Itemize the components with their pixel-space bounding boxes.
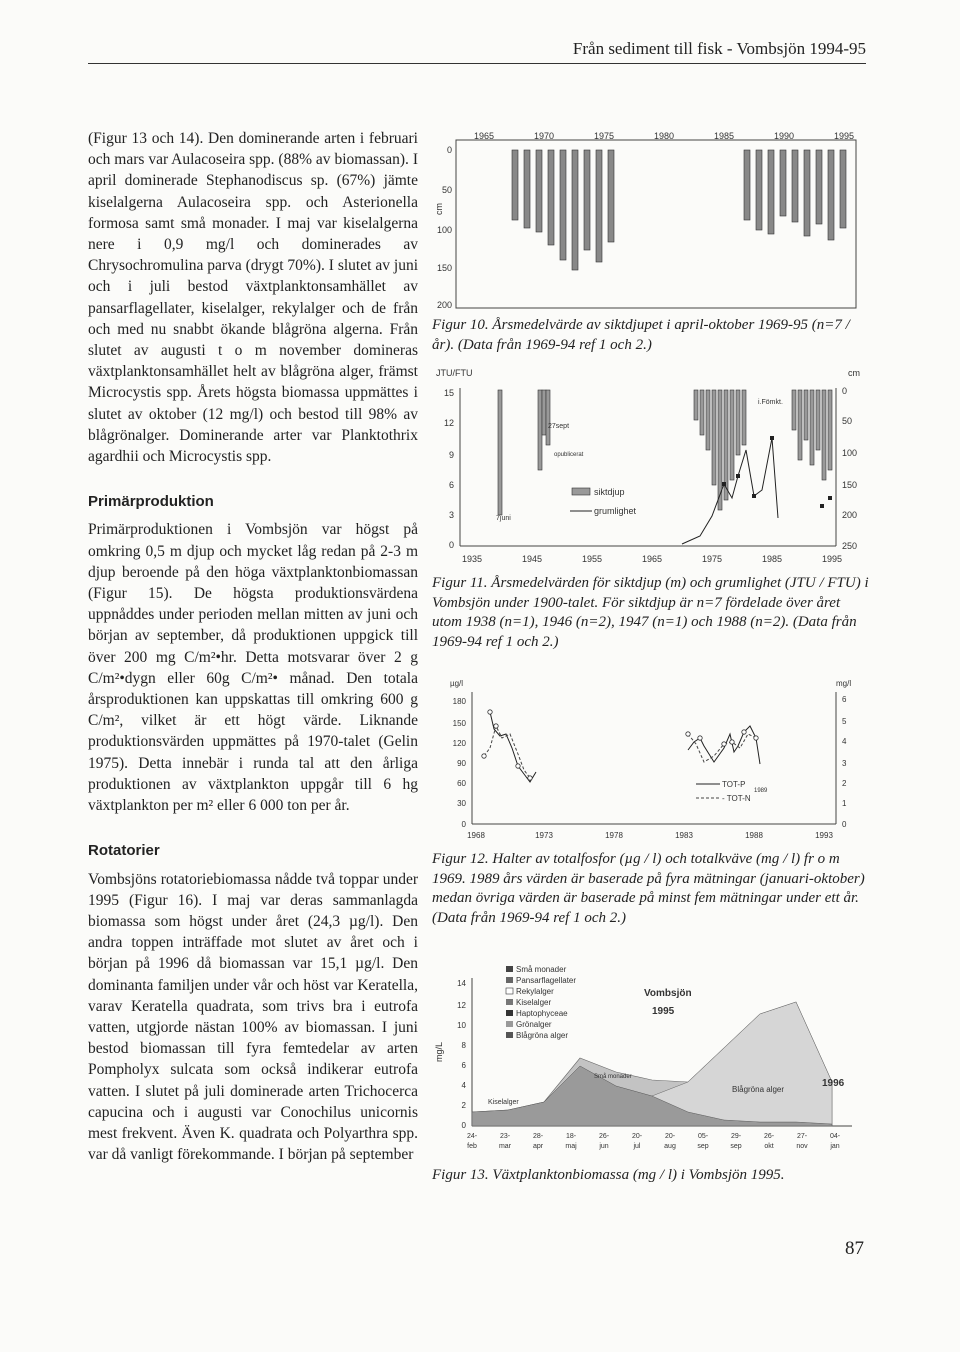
fig10-xtick: 1995 [833,131,855,141]
page-number: 87 [845,1238,864,1259]
fig13-xday: 29- [730,1133,742,1140]
heading-rotatorier: Rotatorier [88,842,160,860]
fig13-xday: 20- [664,1133,676,1140]
figure-13-caption: Figur 13. Växtplanktonbiomassa (mg / l) i Vombsjön 1995. [432,1167,785,1183]
fig12-points [482,710,758,780]
fig11-rtick: 0 [842,386,848,396]
fig13-legend-item: Haptophyceae [516,1009,568,1018]
figure-10-caption: Figur 10. Årsmedelvärde av siktdjupet i april-oktober 1969-95 (n=7 / år). (Data från 1969-94 ref 1 och 2.) [432,317,850,353]
fig13-legend-item: Rekylalger [516,987,554,996]
fig12-rtick: 5 [842,717,847,726]
fig13-legend-swatch [506,977,513,983]
figure-13-chart [432,962,870,1162]
fig12-rtick: 4 [842,737,847,746]
fig11-left-ticks [444,388,454,550]
running-header [88,38,866,64]
fig11-legend-turbidity: grumlighet [594,506,637,516]
fig13-ytick: 12 [457,1001,466,1010]
fig11-xtick: 1975 [701,554,723,564]
body-paragraph-1: (Figur 13 och 14). Den dominerande arten i februari och mars var Aulacoseira spp. (88% av biomassan). I april dominerade Stephanodiscus sp. (67%) jämte kiselalgerna Aulacoseira spp. och Asterionella formosa samt små monader. I maj var kiselalgerna nere i 0,9 mg/l och dominerades av Chrysochromulina parva (drygt 70%). I slutet av juni och i juli bestod växtplanktonsamhället av pansarflagellater, kiselalger, rekylalger och de från och med nu snabbt ökande blågröna algerna. Från slutet av augusti t o m november domineras växtplanktonsamhället helt av blågröna alger, främst Microcystis spp. Årets högsta biomassa uppmättes i slutet av oktober (12 mg/l) och bestod till 98% av blågrönalger. Dominerande arter var Planktothrix agardhii och Microcystis spp. [88,130,418,466]
fig12-ltick: 150 [452,719,466,728]
fig11-x-ticks [462,554,842,564]
fig12-xtick: 1978 [605,831,623,840]
fig10-xtick: 1970 [533,131,555,141]
fig11-annotation-2: 27sept [548,423,570,430]
fig11-right-ticks [842,386,857,551]
fig13-ytick: 0 [461,1121,466,1130]
heading-primary-production: Primärproduktion [88,493,214,511]
fig11-legend-depth: siktdjup [594,487,625,497]
fig13-legend-swatch [506,1010,513,1016]
fig12-annotation: 1989 [754,788,768,794]
fig13-xday: 23- [499,1133,511,1140]
fig10-xtick: 1965 [473,131,495,141]
fig13-xday: 28- [532,1133,544,1140]
fig12-legend-n: - TOT-N [722,794,751,803]
fig12-totp-line-1 [490,712,536,782]
fig13-ylabel: mg/L [434,1041,444,1062]
fig10-y-ticks [437,145,452,310]
fig12-right-unit: mg/l [836,679,852,688]
fig11-depth-bars [498,390,832,515]
fig12-ltick-zero: 0 [461,820,466,829]
body-paragraph-3: Vombsjöns rotatoriebiomassa nådde två toppar under 1995 (Figur 16). I maj var deras sammanlagda biomassa som högst under året (24,3 µg/l). Den andra toppen inträffade mot slutet av året och i början på 1996 då biomassan var 15,1 µg/l. Den dominanta familjen under vår och höst var Keratella, varav Keratella quadrata, som trivs bra i eutrofa vatten, utgjorde nästan 100% av biomassan. I juni bestod biomassan till fyra femtedelar av arten Pompholyx sulcata som också indikerar eutrofa vatten. I slutet på juli dominerade arten Trichocerca capucina och i augusti var Conochilus unicornis mest frekvent. Även K. quadrata och Polyarthra spp. var då vanligt förekommande. I början på september [88,870,418,1164]
fig10-bars [512,150,846,270]
fig13-xday: 27- [796,1133,808,1140]
fig10-xtick: 1985 [713,131,735,141]
fig13-xmonth: sep [730,1143,742,1150]
figure-13 [432,962,870,1186]
figure-12-chart [432,674,870,846]
fig13-xmonth: mar [498,1143,512,1150]
fig13-xmonth: jan [830,1143,840,1150]
fig13-xmonth: jun [599,1143,609,1150]
fig12-rtick: 2 [842,779,847,788]
fig12-ltick: 90 [457,759,466,768]
fig13-legend [506,965,576,1040]
fig13-legend-swatch [506,966,513,972]
fig13-xmonth: maj [565,1143,577,1150]
left-column [88,128,418,1165]
fig11-right-unit: cm [848,368,860,378]
fig10-ytick: 100 [436,225,452,235]
fig13-x-months [467,1143,840,1150]
fig13-xday: 04- [829,1133,841,1140]
fig11-rtick: 100 [842,448,858,458]
fig11-ltick: 0 [448,540,454,550]
fig13-ytick: 8 [461,1041,466,1050]
fig12-left-ticks [453,697,467,829]
fig10-ytick: 50 [441,185,452,195]
fig13-xmonth: jul [633,1143,641,1150]
fig11-xtick: 1995 [821,554,843,564]
fig13-year-2: 1996 [822,1078,845,1089]
fig13-area-label-2: Små monader [594,1074,632,1080]
fig11-xtick: 1945 [521,554,543,564]
fig11-xtick: 1955 [581,554,603,564]
fig11-left-unit: JTU/FTU [436,368,473,378]
fig12-ltick: 120 [452,739,466,748]
fig12-left-unit: µg/l [450,679,464,688]
fig12-xtick: 1983 [675,831,693,840]
fig11-rtick: 200 [842,510,858,520]
figure-11-chart [432,366,870,570]
fig13-xday: 18- [565,1133,577,1140]
fig12-right-ticks [842,695,847,829]
fig12-legend-p: TOT-P [722,780,746,789]
fig11-xtick: 1985 [761,554,783,564]
fig13-area-label-3: Blågröna alger [732,1085,785,1094]
fig13-y-ticks [457,979,466,1130]
fig10-ytick: 150 [436,263,452,273]
fig11-ltick: 3 [448,510,454,520]
running-title: Från sediment till fisk - Vombsjön 1994-95 [572,39,866,58]
fig10-ytick: 200 [436,300,452,310]
fig11-legend-depth-swatch [572,488,590,495]
fig13-legend-item: Små monader [516,965,567,974]
fig12-xtick: 1988 [745,831,763,840]
fig13-xmonth: sep [697,1143,709,1150]
fig11-ltick: 12 [443,418,454,428]
body-paragraph-2: Primärproduktionen i Vombsjön var högst på omkring 0,5 m djup och mycket låg redan på 2-3 m djup beroende på den höga växtplanktonbiomassan (Figur 15). De högsta produktionsvärdena uppnåddes under perioden mellan mitten av juni och början av september, då produktionen uppgick till över 200 mg C/m²•hr. Detta motsvarar över 2 g C/m²•dygn eller 60g C/m²• månad. Den totala årsproduktionen kan uppskattas till omkring 600 g C/m², vilket är ett högt värde. Liknande produktionsvärden uppmättes på 1970-talet (Gelin 1975). Detta innebär i runda tal att den årliga produktionen av växtplankton uppgår till 6 hg växtplankton per m² eller 6 000 ton per år. [88,521,418,815]
fig13-xmonth: feb [467,1143,477,1150]
fig11-xtick: 1965 [641,554,663,564]
fig12-xtick: 1993 [815,831,833,840]
fig11-annotation-4: i.Fömkt. [758,399,783,406]
fig10-ytick: 0 [446,145,452,155]
fig11-annotation-1: 7juni [496,515,511,522]
fig13-xday: 05- [697,1133,709,1140]
figure-10-chart [432,130,870,312]
fig13-legend-item: Grönalger [516,1020,552,1029]
fig13-ytick: 6 [461,1061,466,1070]
fig10-xtick: 1975 [593,131,615,141]
fig12-rtick: 6 [842,695,847,704]
fig13-xmonth: nov [796,1143,808,1150]
fig13-xday: 20- [631,1133,643,1140]
fig11-rtick: 250 [842,541,858,551]
fig13-xmonth: apr [532,1143,544,1150]
fig13-xday: 26- [598,1133,610,1140]
fig13-area-bluegreen [652,1002,832,1124]
fig12-rtick: 0 [842,820,847,829]
fig12-totn-line-1 [484,726,530,778]
fig13-legend-item: Pansarflagellater [516,976,577,985]
figure-12 [432,674,870,928]
fig13-title: Vombsjön [644,988,692,999]
fig13-legend-swatch [506,1021,513,1027]
fig13-ytick: 10 [457,1021,466,1030]
fig12-rtick: 1 [842,799,847,808]
fig13-xmonth: okt [764,1143,774,1150]
fig11-ltick: 15 [443,388,454,398]
fig13-legend-swatch [506,999,513,1005]
fig12-ltick: 180 [452,697,466,706]
fig13-area-label-1: Kiselalger [488,1099,519,1106]
fig13-legend-item: Kiselalger [516,998,552,1007]
fig12-x-ticks [467,831,833,840]
figure-11-caption: Figur 11. Årsmedelvärden för siktdjup (m) och grumlighet (JTU / FTU) i Vombsjön under 1900-talet. För siktdjup är n=7 fördelade över året utom 1938 (n=1), 1946 (n=2), 1947 (n=1) och 1988 (n=2). (Data från 1969-94 ref 1 och 2.) [432,575,869,650]
fig12-ltick: 30 [457,799,466,808]
fig10-xtick: 1980 [653,131,675,141]
fig13-xday: 26- [763,1133,775,1140]
fig13-ytick: 4 [461,1081,466,1090]
figure-10 [432,130,870,355]
fig10-xtick: 1990 [773,131,795,141]
fig13-legend-item: Blågröna alger [516,1031,569,1040]
fig11-rtick: 150 [842,480,858,490]
fig11-rtick: 50 [842,416,853,426]
fig12-xtick: 1968 [467,831,485,840]
figure-12-caption: Figur 12. Halter av totalfosfor (µg / l) och totalkväve (mg / l) fr o m 1969. 1989 års värden är baserade på fyra mätningar (januari-oktober) medan övriga värden är baserade på minst fem mätningar under ett år. (Data från 1969-94 ref 1 och 2.) [432,851,865,926]
fig13-year: 1995 [652,1006,675,1017]
fig13-xday: 24- [466,1133,478,1140]
fig12-ltick: 60 [457,779,466,788]
fig13-legend-swatch [506,1032,513,1038]
fig10-ylabel: cm [434,203,444,215]
figure-11 [432,366,870,652]
fig13-ytick: 2 [461,1101,466,1110]
fig11-ltick: 9 [448,450,454,460]
fig12-xtick: 1973 [535,831,553,840]
fig13-x-days [467,1133,841,1140]
fig11-ltick: 6 [448,480,454,490]
fig13-legend-swatch [506,988,513,994]
fig11-annotation-3: opublicerat [554,452,584,458]
fig13-xmonth: aug [664,1143,676,1150]
fig13-ytick: 14 [457,979,466,988]
fig11-xtick: 1935 [461,554,483,564]
fig12-rtick: 3 [842,759,847,768]
